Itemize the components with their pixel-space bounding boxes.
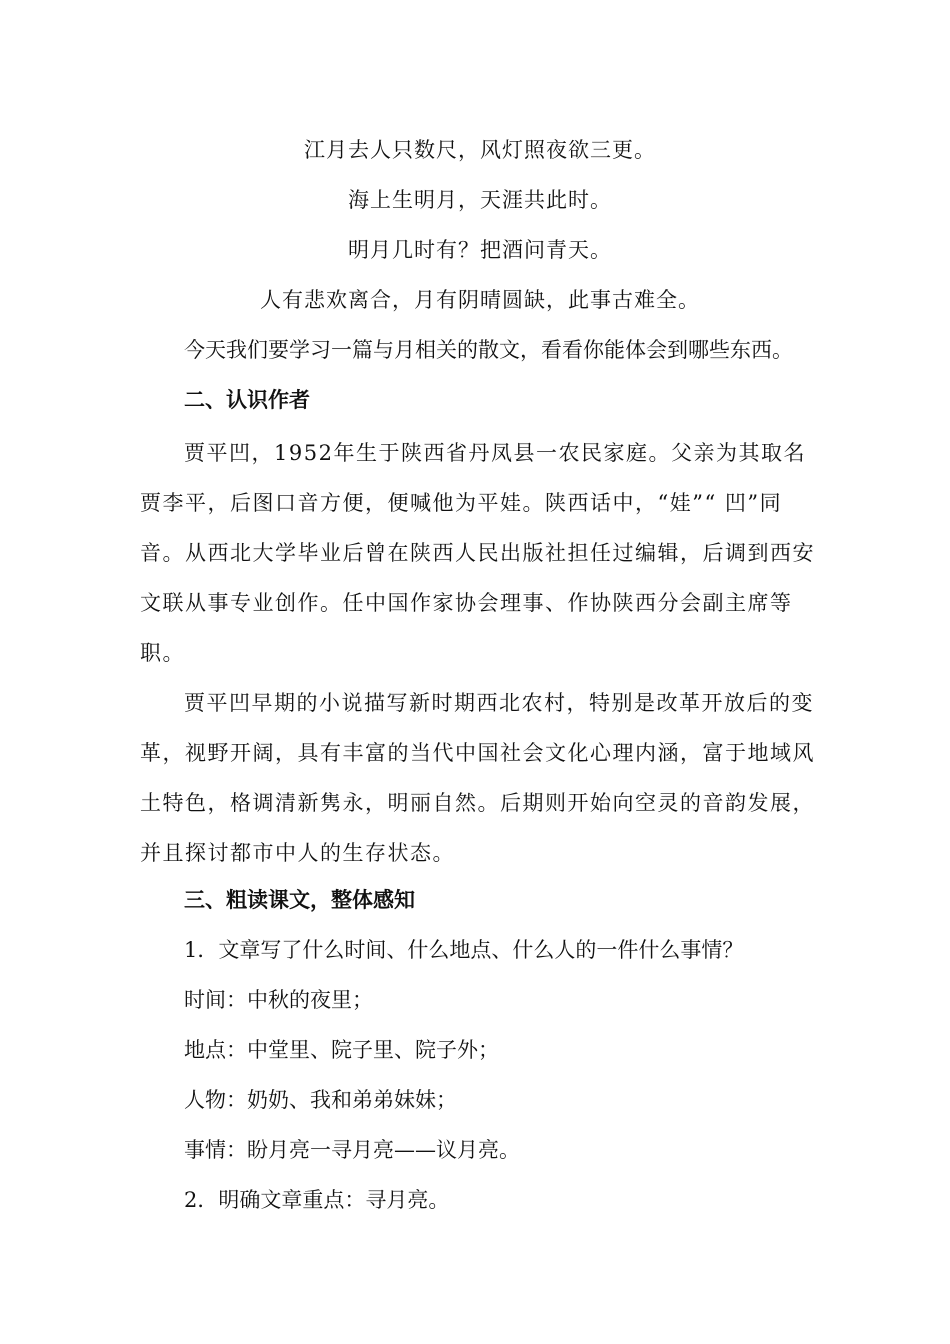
poem-line-1: 江月去人只数尺，风灯照夜欲三更。 — [304, 138, 656, 162]
section-heading-reading: 三、粗读课文，整体感知 — [184, 888, 415, 912]
answer-people: 人物：奶奶、我和弟弟妹妹； — [184, 1088, 457, 1112]
answer-place: 地点：中堂里、院子里、院子外； — [184, 1038, 499, 1062]
question-1: 1．文章写了什么时间、什么地点、什么人的一件什么事情？ — [184, 938, 744, 962]
author-bio-paragraph: 贾平凹，1952年生于陕西省丹凤县一农民家庭。父亲为其取名贾李平，后图口音方便，便喊他为平娃。陕西话中，“娃”“ 凹”同音。从西北大学毕业后曾在陕西人民出版社担任过编辑，后调到西安文联从事专业创作。任中国作家协会理事、作协陕西分会副主席等职。 — [140, 441, 815, 665]
section-heading-author: 二、认识作者 — [184, 388, 310, 412]
question-2: 2．明确文章重点：寻月亮。 — [184, 1188, 450, 1212]
poem-line-4: 人有悲欢离合，月有阴晴圆缺，此事古难全。 — [260, 288, 700, 312]
poem-line-2: 海上生明月，天涯共此时。 — [348, 188, 612, 212]
answer-event: 事情：盼月亮一寻月亮——议月亮。 — [184, 1138, 520, 1162]
author-style-paragraph: 贾平凹早期的小说描写新时期西北农村，特别是改革开放后的变革，视野开阔，具有丰富的当代中国社会文化心理内涵，富于地域风土特色，格调清新隽永，明丽自然。后期则开始向空灵的音韵发展，并且探讨都市中人的生存状态。 — [140, 691, 815, 865]
answer-time: 时间：中秋的夜里； — [184, 988, 373, 1012]
intro-paragraph: 今天我们要学习一篇与月相关的散文，看看你能体会到哪些东西。 — [184, 338, 793, 362]
poem-line-3: 明月几时有？把酒问青天。 — [348, 238, 612, 262]
document-page — [140, 128, 820, 1228]
